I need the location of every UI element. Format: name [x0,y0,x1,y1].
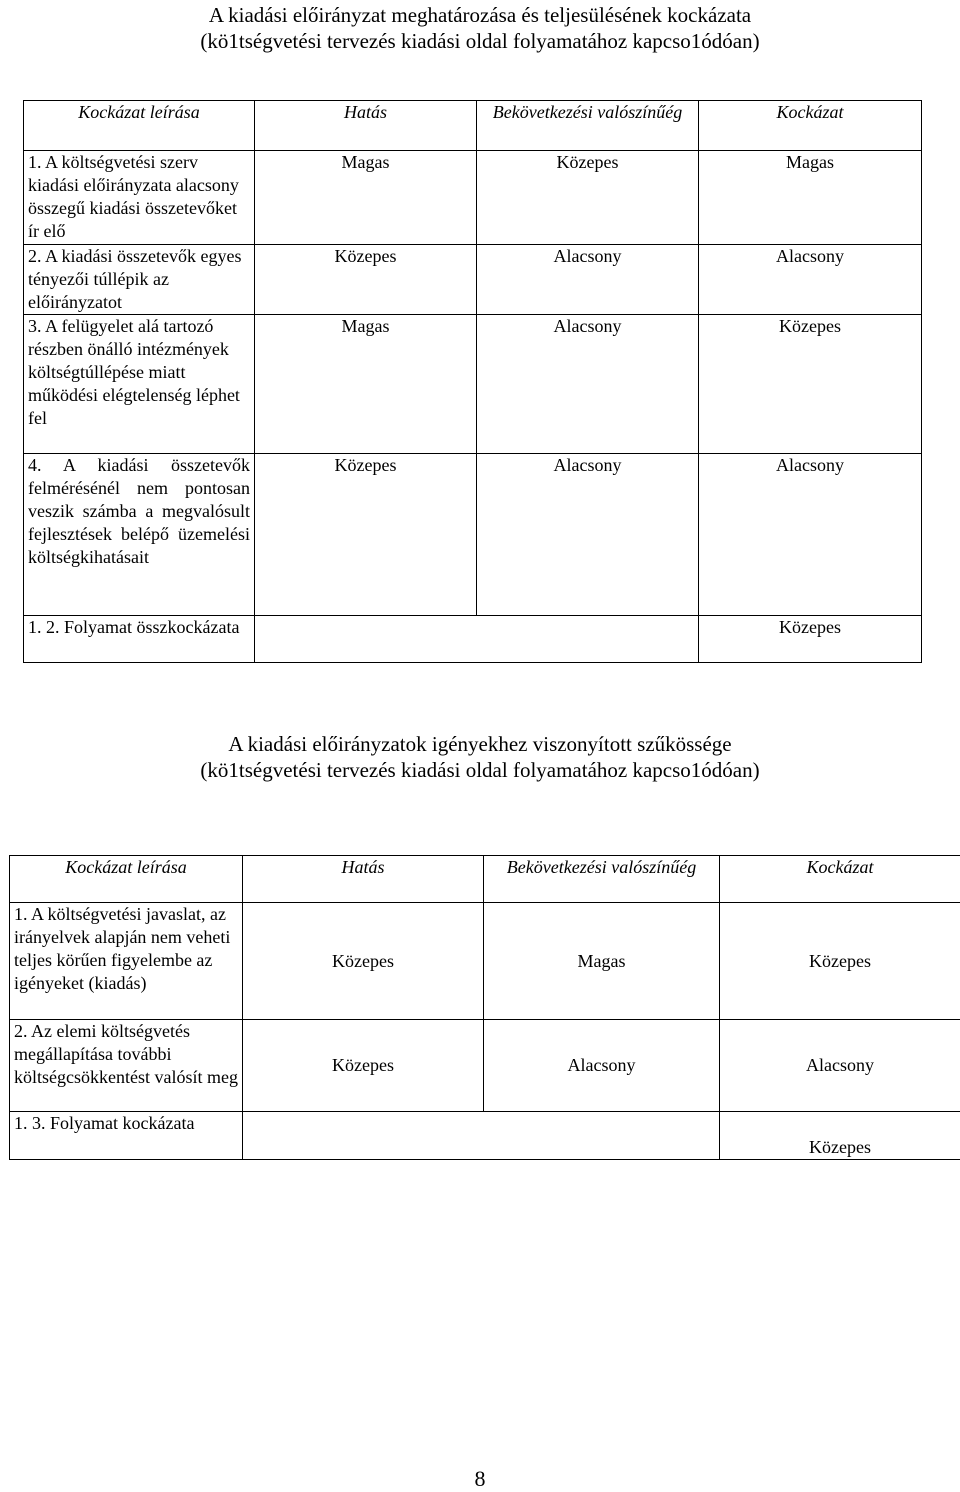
header-probability: Bekövetkezési valószínűég [477,101,699,151]
row-impact: Közepes [255,454,477,616]
total-empty-cell [243,1112,720,1160]
table-header-row [24,101,922,151]
row-description: 2. A kiadási összetevők egyes tényezői túllépik az előirányzatot [24,245,255,315]
total-empty-cell [255,616,699,663]
section1-title [0,2,960,54]
section2-title-line2: (kö1tségvetési tervezés kiadási oldal folyamatához kapcso1ódóan) [0,757,960,783]
row-impact: Közepes [243,1020,484,1112]
total-risk: Közepes [720,1112,960,1160]
row-description: 4. A kiadási összetevők felmérésénél nem pontosan veszik számba a megvalósult fejlesztések belépő üzemelési költségkihatásait [24,454,255,616]
row-risk: Alacsony [699,454,922,616]
total-label: 1. 2. Folyamat összkockázata [24,616,255,663]
page-number: 8 [0,1466,960,1492]
row-risk: Magas [699,151,922,245]
row-description: 2. Az elemi költségvetés megállapítása további költségcsökkentést valósít meg [10,1020,243,1112]
header-risk: Kockázat [699,101,922,151]
row-probability: Magas [484,903,720,1020]
row-impact: Közepes [243,903,484,1020]
row-description: 3. A felügyelet alá tartozó részben önálló intézmények költségtúllépése miatt működési elégtelenség léphet fel [24,315,255,454]
total-row [10,1112,960,1160]
header-probability: Bekövetkezési valószínűég [484,856,720,903]
row-probability: Alacsony [477,315,699,454]
row-impact: Magas [255,151,477,245]
table-row [24,245,922,315]
row-risk: Közepes [720,903,960,1020]
row-description: 1. A költségvetési szerv kiadási előirányzata alacsony összegű kiadási összetevőket ír elő [24,151,255,245]
row-risk: Közepes [699,315,922,454]
table-row [24,315,922,454]
row-impact: Közepes [255,245,477,315]
risk-table-1 [23,100,922,663]
table-row [10,1020,960,1112]
row-probability: Alacsony [477,245,699,315]
risk-table-2 [9,855,960,1160]
total-row [24,616,922,663]
row-probability: Alacsony [477,454,699,616]
header-description: Kockázat leírása [10,856,243,903]
section1-title-line1: A kiadási előirányzat meghatározása és teljesülésének kockázata [0,2,960,28]
table-row [24,151,922,245]
table-row [24,454,922,616]
table-header-row [10,856,960,903]
table-row [10,903,960,1020]
header-description: Kockázat leírása [24,101,255,151]
total-label: 1. 3. Folyamat kockázata [10,1112,243,1160]
header-impact: Hatás [255,101,477,151]
row-impact: Magas [255,315,477,454]
section2-title [0,731,960,783]
header-impact: Hatás [243,856,484,903]
row-risk: Alacsony [720,1020,960,1112]
section1-title-line2: (kö1tségvetési tervezés kiadási oldal folyamatához kapcso1ódóan) [0,28,960,54]
total-risk: Közepes [699,616,922,663]
row-risk: Alacsony [699,245,922,315]
section2-title-line1: A kiadási előirányzatok igényekhez viszonyított szűkössége [0,731,960,757]
row-probability: Közepes [477,151,699,245]
row-probability: Alacsony [484,1020,720,1112]
row-description: 1. A költségvetési javaslat, az irányelvek alapján nem veheti teljes körűen figyelembe az igényeket (kiadás) [10,903,243,1020]
header-risk: Kockázat [720,856,960,903]
